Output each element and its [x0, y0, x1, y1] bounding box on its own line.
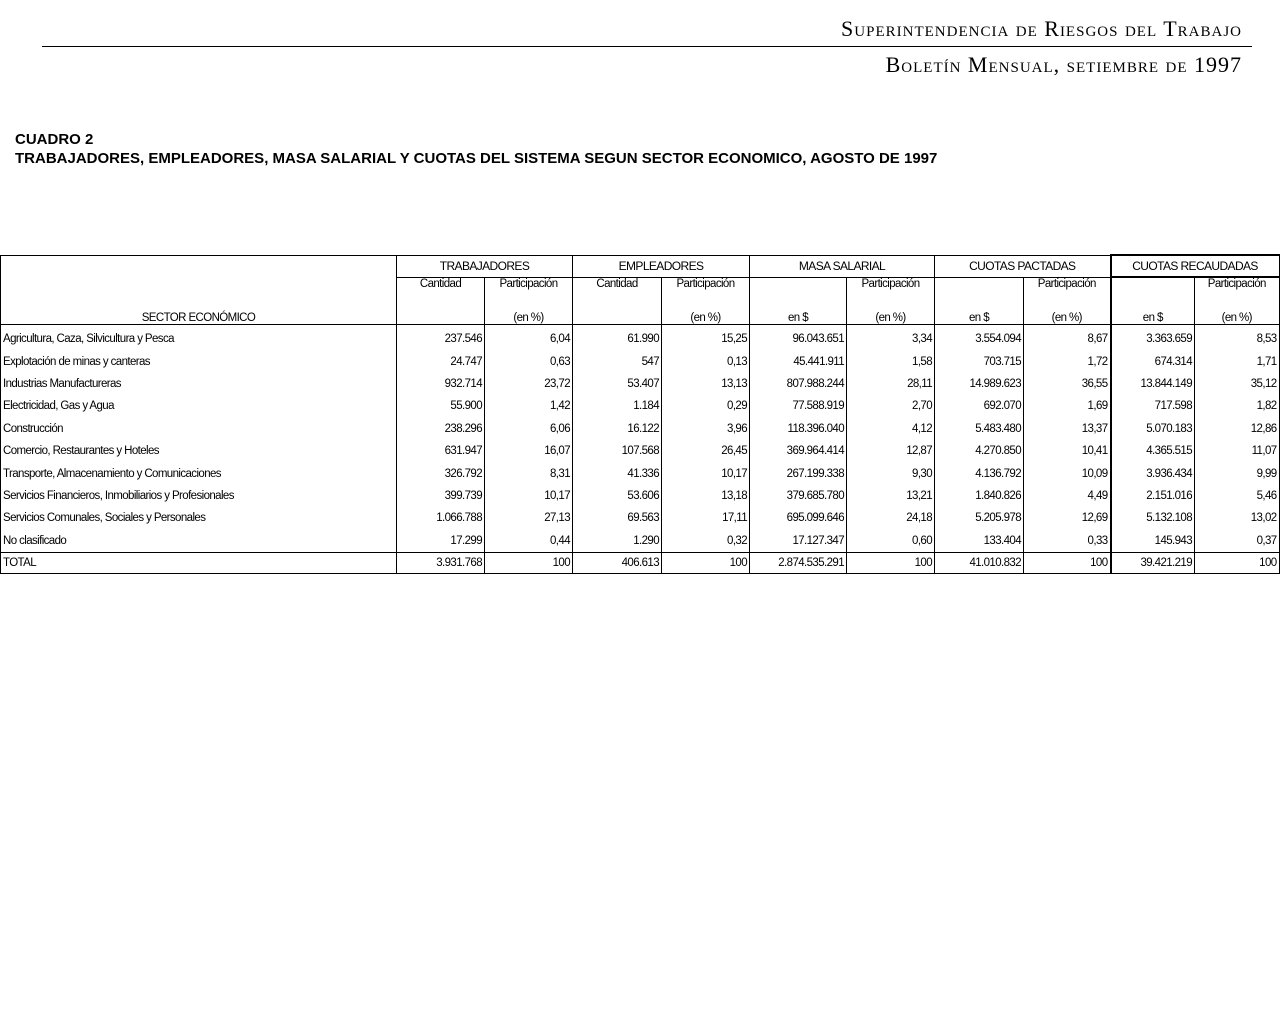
- value-cell: 8,53: [1195, 325, 1280, 351]
- value-cell: 9,30: [847, 462, 935, 484]
- sub-cantidad: Cantidad: [573, 277, 662, 298]
- value-cell: 1.066.788: [397, 507, 485, 529]
- value-cell: 0,29: [662, 395, 750, 417]
- value-cell: 10,41: [1024, 440, 1111, 462]
- value-cell: 1,58: [847, 350, 935, 372]
- unit-money: en $: [750, 298, 847, 325]
- value-cell: 53.407: [573, 373, 662, 395]
- value-cell: 17.299: [397, 530, 485, 553]
- table-row: [1, 507, 1280, 529]
- value-cell: 8,31: [485, 462, 573, 484]
- value-cell: 2,70: [847, 395, 935, 417]
- value-cell: 5.132.108: [1111, 507, 1195, 529]
- value-cell: 61.990: [573, 325, 662, 351]
- header-org-name: Superintendencia de Riesgos del Trabajo: [841, 16, 1242, 41]
- table-row: [1, 373, 1280, 395]
- value-cell: 267.199.338: [750, 462, 847, 484]
- value-cell: 3.363.659: [1111, 325, 1195, 351]
- value-cell: 717.598: [1111, 395, 1195, 417]
- value-cell: 1.184: [573, 395, 662, 417]
- unit-pct: (en %): [1195, 298, 1280, 325]
- value-cell: 3.931.768: [397, 552, 485, 573]
- value-cell: 8,67: [1024, 325, 1111, 351]
- total-row: [1, 552, 1280, 573]
- sector-cell: Explotación de minas y canteras: [1, 350, 397, 372]
- table-row: [1, 395, 1280, 417]
- group-masa-salarial: MASA SALARIAL: [750, 255, 935, 277]
- value-cell: 4.365.515: [1111, 440, 1195, 462]
- table-row: [1, 440, 1280, 462]
- sub-cantidad: Cantidad: [397, 277, 485, 298]
- value-cell: 6,06: [485, 418, 573, 440]
- value-cell: 807.988.244: [750, 373, 847, 395]
- value-cell: 24,18: [847, 507, 935, 529]
- value-cell: 107.568: [573, 440, 662, 462]
- sub-empty: [1111, 277, 1195, 298]
- value-cell: 5.483.480: [935, 418, 1024, 440]
- unit-empty: [573, 298, 662, 325]
- table-row: [1, 485, 1280, 507]
- value-cell: 0,63: [485, 350, 573, 372]
- value-cell: 4.136.792: [935, 462, 1024, 484]
- group-header-row: [1, 255, 1280, 277]
- data-table: [0, 254, 1280, 574]
- sector-cell: Servicios Financieros, Inmobiliarios y Profesionales: [1, 485, 397, 507]
- value-cell: 17,11: [662, 507, 750, 529]
- value-cell: 703.715: [935, 350, 1024, 372]
- value-cell: 69.563: [573, 507, 662, 529]
- value-cell: 10,17: [485, 485, 573, 507]
- caption-number: CUADRO 2: [15, 131, 94, 148]
- value-cell: 1,42: [485, 395, 573, 417]
- sub-empty: [750, 277, 847, 298]
- value-cell: 14.989.623: [935, 373, 1024, 395]
- sub-participacion: Participación: [847, 277, 935, 298]
- value-cell: 10,09: [1024, 462, 1111, 484]
- sub-participacion: Participación: [1195, 277, 1280, 298]
- value-cell: 406.613: [573, 552, 662, 573]
- value-cell: 0,37: [1195, 530, 1280, 553]
- value-cell: 0,60: [847, 530, 935, 553]
- value-cell: 145.943: [1111, 530, 1195, 553]
- caption-title: TRABAJADORES, EMPLEADORES, MASA SALARIAL Y CUOTAS DEL SISTEMA SEGUN SECTOR ECONOMICO, AGOSTO DE 1997: [15, 150, 938, 167]
- value-cell: 5,46: [1195, 485, 1280, 507]
- header-divider: [42, 46, 1252, 47]
- unit-empty: [397, 298, 485, 325]
- sector-cell: TOTAL: [1, 552, 397, 573]
- value-cell: 399.739: [397, 485, 485, 507]
- sector-header: SECTOR ECONÓMICO: [1, 255, 397, 325]
- value-cell: 12,86: [1195, 418, 1280, 440]
- group-cuotas-recaudadas: CUOTAS RECAUDADAS: [1111, 255, 1280, 277]
- value-cell: 631.947: [397, 440, 485, 462]
- value-cell: 379.685.780: [750, 485, 847, 507]
- value-cell: 13.844.149: [1111, 373, 1195, 395]
- unit-pct: (en %): [847, 298, 935, 325]
- value-cell: 1,72: [1024, 350, 1111, 372]
- table-row: [1, 325, 1280, 351]
- table-row: [1, 530, 1280, 553]
- value-cell: 13,37: [1024, 418, 1111, 440]
- sector-cell: Electricidad, Gas y Agua: [1, 395, 397, 417]
- header-bulletin: Boletín Mensual, setiembre de 1997: [885, 52, 1242, 77]
- value-cell: 1,69: [1024, 395, 1111, 417]
- value-cell: 5.070.183: [1111, 418, 1195, 440]
- value-cell: 23,72: [485, 373, 573, 395]
- group-cuotas-pactadas: CUOTAS PACTADAS: [935, 255, 1111, 277]
- value-cell: 932.714: [397, 373, 485, 395]
- value-cell: 13,02: [1195, 507, 1280, 529]
- value-cell: 28,11: [847, 373, 935, 395]
- value-cell: 4.270.850: [935, 440, 1024, 462]
- group-empleadores: EMPLEADORES: [573, 255, 750, 277]
- value-cell: 53.606: [573, 485, 662, 507]
- table-row: [1, 462, 1280, 484]
- sector-cell: Construcción: [1, 418, 397, 440]
- value-cell: 13,18: [662, 485, 750, 507]
- sub-participacion: Participación: [662, 277, 750, 298]
- value-cell: 12,69: [1024, 507, 1111, 529]
- value-cell: 100: [847, 552, 935, 573]
- value-cell: 3.554.094: [935, 325, 1024, 351]
- value-cell: 0,44: [485, 530, 573, 553]
- value-cell: 10,17: [662, 462, 750, 484]
- value-cell: 13,13: [662, 373, 750, 395]
- value-cell: 4,49: [1024, 485, 1111, 507]
- value-cell: 369.964.414: [750, 440, 847, 462]
- value-cell: 26,45: [662, 440, 750, 462]
- value-cell: 100: [1024, 552, 1111, 573]
- value-cell: 100: [1195, 552, 1280, 573]
- value-cell: 100: [485, 552, 573, 573]
- value-cell: 1.290: [573, 530, 662, 553]
- value-cell: 15,25: [662, 325, 750, 351]
- value-cell: 35,12: [1195, 373, 1280, 395]
- value-cell: 96.043.651: [750, 325, 847, 351]
- value-cell: 2.151.016: [1111, 485, 1195, 507]
- sub-participacion: Participación: [485, 277, 573, 298]
- value-cell: 0,13: [662, 350, 750, 372]
- value-cell: 36,55: [1024, 373, 1111, 395]
- sector-cell: Agricultura, Caza, Silvicultura y Pesca: [1, 325, 397, 351]
- table-row: [1, 418, 1280, 440]
- value-cell: 11,07: [1195, 440, 1280, 462]
- value-cell: 100: [662, 552, 750, 573]
- value-cell: 16,07: [485, 440, 573, 462]
- value-cell: 12,87: [847, 440, 935, 462]
- value-cell: 27,13: [485, 507, 573, 529]
- sub-participacion: Participación: [1024, 277, 1111, 298]
- value-cell: 4,12: [847, 418, 935, 440]
- group-trabajadores: TRABAJADORES: [397, 255, 573, 277]
- value-cell: 238.296: [397, 418, 485, 440]
- value-cell: 547: [573, 350, 662, 372]
- value-cell: 237.546: [397, 325, 485, 351]
- value-cell: 1.840.826: [935, 485, 1024, 507]
- sector-cell: Servicios Comunales, Sociales y Personales: [1, 507, 397, 529]
- value-cell: 3,34: [847, 325, 935, 351]
- value-cell: 1,82: [1195, 395, 1280, 417]
- unit-pct: (en %): [1024, 298, 1111, 325]
- value-cell: 6,04: [485, 325, 573, 351]
- value-cell: 692.070: [935, 395, 1024, 417]
- value-cell: 0,32: [662, 530, 750, 553]
- value-cell: 326.792: [397, 462, 485, 484]
- value-cell: 17.127.347: [750, 530, 847, 553]
- sector-cell: Industrias Manufactureras: [1, 373, 397, 395]
- sector-cell: No clasificado: [1, 530, 397, 553]
- value-cell: 118.396.040: [750, 418, 847, 440]
- value-cell: 45.441.911: [750, 350, 847, 372]
- unit-pct: (en %): [485, 298, 573, 325]
- value-cell: 695.099.646: [750, 507, 847, 529]
- unit-money: en $: [935, 298, 1024, 325]
- value-cell: 5.205.978: [935, 507, 1024, 529]
- table-body: [1, 325, 1280, 574]
- value-cell: 55.900: [397, 395, 485, 417]
- table-row: [1, 350, 1280, 372]
- unit-pct: (en %): [662, 298, 750, 325]
- value-cell: 13,21: [847, 485, 935, 507]
- value-cell: 41.010.832: [935, 552, 1024, 573]
- value-cell: 133.404: [935, 530, 1024, 553]
- value-cell: 1,71: [1195, 350, 1280, 372]
- value-cell: 39.421.219: [1111, 552, 1195, 573]
- value-cell: 674.314: [1111, 350, 1195, 372]
- sub-empty: [935, 277, 1024, 298]
- value-cell: 16.122: [573, 418, 662, 440]
- value-cell: 41.336: [573, 462, 662, 484]
- value-cell: 24.747: [397, 350, 485, 372]
- sector-cell: Comercio, Restaurantes y Hoteles: [1, 440, 397, 462]
- value-cell: 0,33: [1024, 530, 1111, 553]
- unit-money: en $: [1111, 298, 1195, 325]
- value-cell: 3.936.434: [1111, 462, 1195, 484]
- value-cell: 2.874.535.291: [750, 552, 847, 573]
- value-cell: 9,99: [1195, 462, 1280, 484]
- value-cell: 3,96: [662, 418, 750, 440]
- value-cell: 77.588.919: [750, 395, 847, 417]
- sector-cell: Transporte, Almacenamiento y Comunicaciones: [1, 462, 397, 484]
